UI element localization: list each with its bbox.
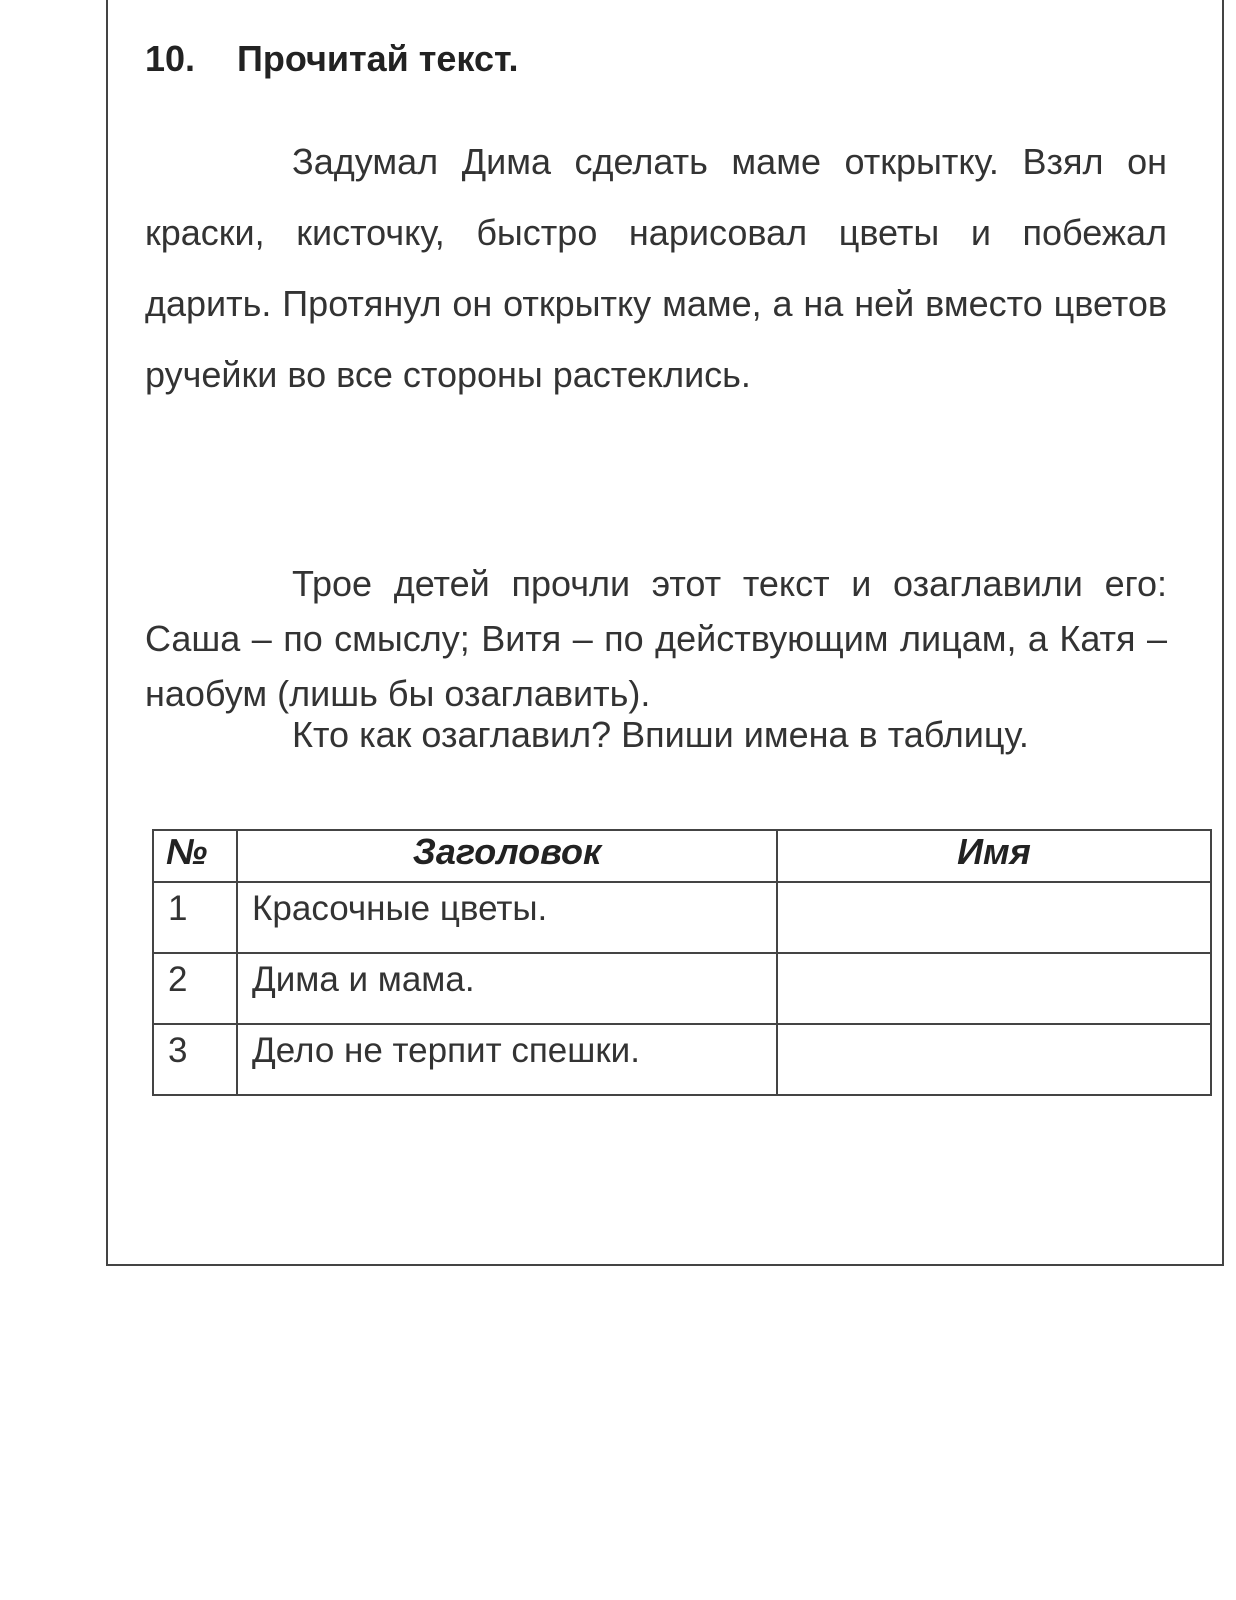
story-paragraph bbox=[145, 126, 1167, 410]
task-instruction: Прочитай текст. bbox=[237, 38, 519, 79]
question-text: Кто как озаглавил? Впиши имена в таблицу. bbox=[292, 714, 1029, 755]
task-header bbox=[145, 38, 518, 80]
table-header-row bbox=[153, 830, 1211, 882]
row-number: 2 bbox=[153, 953, 237, 1024]
name-answer-cell[interactable] bbox=[777, 953, 1211, 1024]
story-text: Задумал Дима сделать маме открытку. Взял он краски, кисточку, быстро нарисовал цветы и побежал дарить. Протянул он открытку маме, а на ней вместо цветов ручейки во все стороны растеклись. bbox=[145, 141, 1167, 395]
table-row bbox=[153, 1024, 1211, 1095]
row-title: Дима и мама. bbox=[237, 953, 777, 1024]
header-title: Заголовок bbox=[237, 830, 777, 882]
assignment-text: Трое детей прочли этот текст и озаглавили его: Саша – по смыслу; Витя – по действующим лицам, а Катя – наобум (лишь бы озаглавить). bbox=[145, 563, 1167, 714]
task-number: 10. bbox=[145, 38, 196, 79]
row-number: 1 bbox=[153, 882, 237, 953]
assignment-paragraph bbox=[145, 556, 1167, 721]
name-answer-cell[interactable] bbox=[777, 1024, 1211, 1095]
titles-table bbox=[152, 829, 1212, 1096]
name-answer-cell[interactable] bbox=[777, 882, 1211, 953]
row-title: Дело не терпит спешки. bbox=[237, 1024, 777, 1095]
row-title: Красочные цветы. bbox=[237, 882, 777, 953]
table-row bbox=[153, 882, 1211, 953]
row-number: 3 bbox=[153, 1024, 237, 1095]
header-number: № bbox=[153, 830, 237, 882]
header-name: Имя bbox=[777, 830, 1211, 882]
table-row bbox=[153, 953, 1211, 1024]
